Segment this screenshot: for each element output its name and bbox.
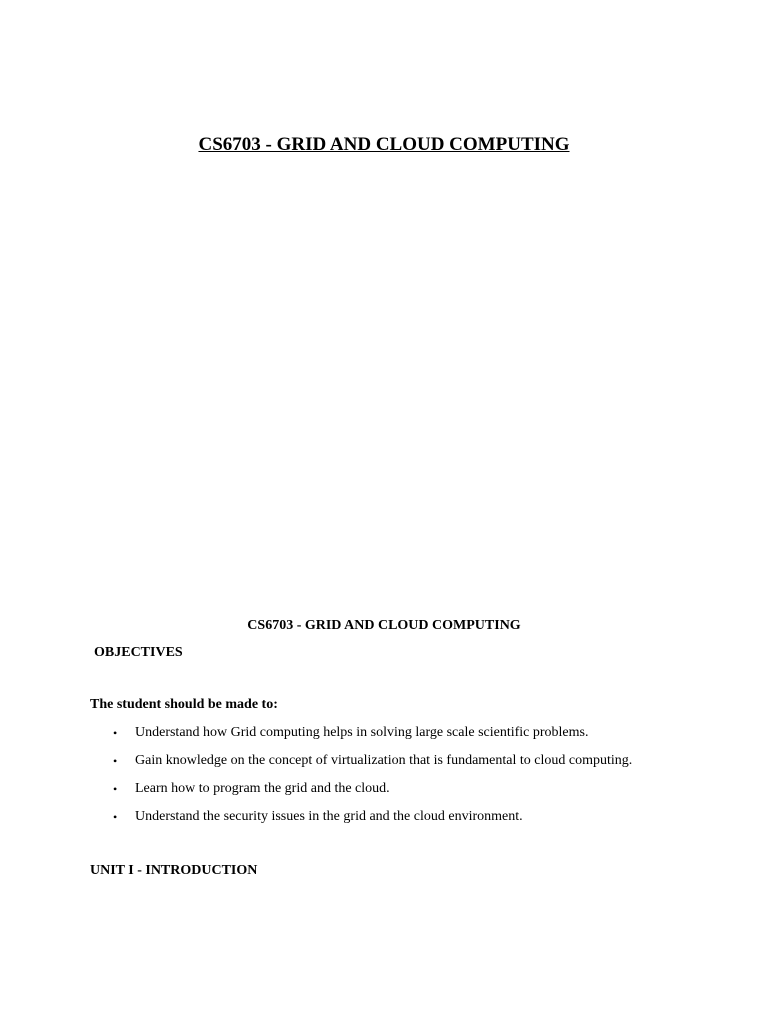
objective-text: Learn how to program the grid and the cloud.	[135, 781, 390, 796]
list-item	[90, 750, 632, 778]
page-title: CS6703 - GRID AND CLOUD COMPUTING	[198, 134, 570, 155]
section-title: CS6703 - GRID AND CLOUD COMPUTING	[247, 618, 521, 633]
objectives-list	[90, 722, 632, 834]
list-item	[90, 722, 632, 750]
objectives-intro: The student should be made to:	[90, 697, 278, 712]
bullet-icon: •	[113, 810, 118, 824]
list-item	[90, 806, 632, 834]
bullet-icon: •	[113, 754, 118, 768]
objective-text: Understand how Grid computing helps in solving large scale scientific problems.	[135, 725, 589, 740]
objectives-heading: OBJECTIVES	[94, 645, 183, 660]
bullet-icon: •	[113, 726, 118, 740]
objective-text: Understand the security issues in the grid and the cloud environment.	[135, 809, 523, 824]
bullet-icon: •	[113, 782, 118, 796]
unit-heading: UNIT I - INTRODUCTION	[90, 863, 258, 878]
objective-text: Gain knowledge on the concept of virtualization that is fundamental to cloud computing.	[135, 753, 633, 768]
list-item	[90, 778, 632, 806]
